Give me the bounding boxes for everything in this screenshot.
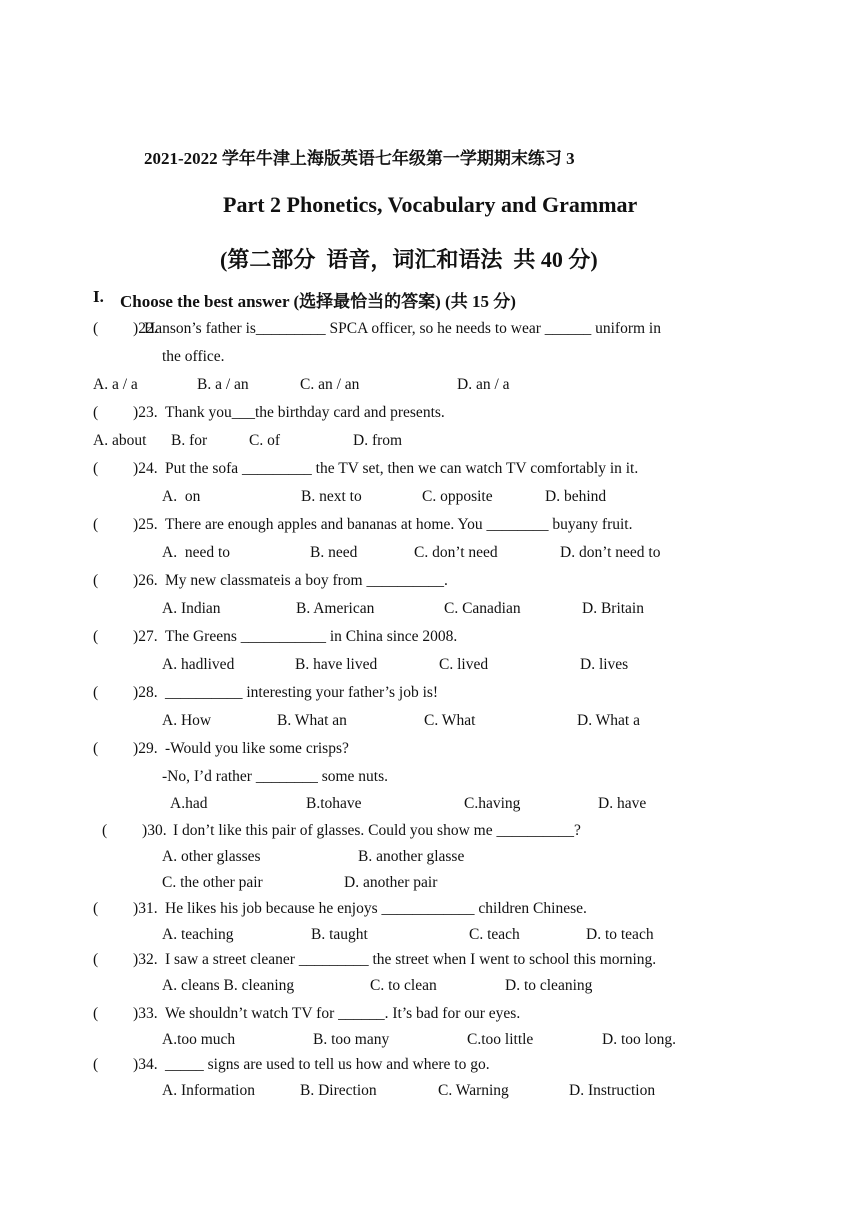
option-a: A. about [93, 432, 147, 449]
option-d: D. an / a [457, 376, 510, 393]
question-text-cont: the office. [162, 348, 225, 365]
option-b: B. have lived [295, 656, 378, 673]
option-d: D. to teach [586, 926, 654, 943]
option-d: D. Instruction [569, 1082, 656, 1099]
question-text: There are enough apples and bananas at home. You ________ buyany fruit. [165, 516, 633, 533]
option-b: B. for [171, 432, 208, 449]
question-text: I don’t like this pair of glasses. Could you show me __________? [173, 822, 581, 839]
option-a: A. need to [162, 544, 231, 561]
question-number: ( )31. [93, 900, 158, 917]
option-c: C. the other pair [162, 874, 263, 891]
question-text: I saw a street cleaner _________ the street when I went to school this morning. [165, 951, 657, 968]
option-a: A. a / a [93, 376, 138, 393]
option-c: C. don’t need [414, 544, 498, 561]
option-b: B. American [296, 600, 375, 617]
option-a-b: A. cleans B. cleaning [162, 977, 295, 994]
option-b: B. next to [301, 488, 362, 505]
option-b: B. need [310, 544, 358, 561]
part-subtitle-cn: (第二部分 语音，词汇和语法 共 40 分) [220, 247, 598, 272]
option-d: D. What a [577, 712, 640, 729]
question-text: Hanson’s father is_________ SPCA officer, so he needs to wear ______ uniform in [144, 320, 661, 337]
option-b: B. taught [311, 926, 368, 943]
question-number: ( )27. [93, 628, 158, 645]
question-number: ( )23. [93, 404, 158, 421]
option-c: C.too little [467, 1031, 534, 1048]
option-c: C. of [249, 432, 280, 449]
option-d: D. behind [545, 488, 607, 505]
option-a: A. teaching [162, 926, 234, 943]
section-number: I. [93, 287, 104, 306]
question-number: ( )24. [93, 460, 158, 477]
option-a: A. Indian [162, 600, 221, 617]
option-c: C. teach [469, 926, 520, 943]
option-a: A. other glasses [162, 848, 261, 865]
question-text: My new classmateis a boy from __________. [165, 572, 448, 589]
option-d: D. Britain [582, 600, 644, 617]
question-text: The Greens ___________ in China since 2008. [165, 628, 458, 645]
option-d: D. don’t need to [560, 544, 661, 561]
question-number: ( )32. [93, 951, 158, 968]
question-number: ( )34. [93, 1056, 158, 1073]
option-a: A.had [170, 795, 208, 812]
option-d: D. lives [580, 656, 629, 673]
option-c: C. to clean [370, 977, 437, 994]
section-heading: Choose the best answer (选择最恰当的答案) (共 15 分) [120, 292, 516, 311]
option-a: A. Information [162, 1082, 255, 1099]
option-b: B. too many [313, 1031, 390, 1048]
option-a: A. How [162, 712, 212, 729]
question-number: ( )29. [93, 740, 158, 757]
part-title: Part 2 Phonetics, Vocabulary and Grammar [223, 192, 638, 217]
question-number: ( )26. [93, 572, 158, 589]
option-d: D. from [353, 432, 403, 449]
question-text-cont: -No, I’d rather ________ some nuts. [162, 768, 388, 785]
option-d: D. too long. [602, 1031, 677, 1048]
question-text: Thank you___the birthday card and presents. [165, 404, 445, 421]
option-c: C. Warning [438, 1082, 509, 1099]
option-d: D. have [598, 795, 647, 812]
option-c: C.having [464, 795, 521, 812]
question-number: ( )28. [93, 684, 158, 701]
option-b: B. What an [277, 712, 347, 729]
question-text: _____ signs are used to tell us how and where to go. [165, 1056, 490, 1073]
option-a: A. on [162, 488, 201, 505]
option-c: C. opposite [422, 488, 493, 505]
option-c: C. What [424, 712, 476, 729]
option-c: C. an / an [300, 376, 360, 393]
question-number: ( )25. [93, 516, 158, 533]
document-title: 2021-2022 学年牛津上海版英语七年级第一学期期末练习 3 [144, 149, 575, 168]
option-d: D. another pair [344, 874, 438, 891]
question-number: ( )30. [102, 822, 167, 839]
question-text: __________ interesting your father’s job is! [165, 684, 439, 701]
option-b: B. Direction [300, 1082, 377, 1099]
option-d: D. to cleaning [505, 977, 593, 994]
question-number: ( )22. [93, 320, 158, 337]
question-text: -Would you like some crisps? [165, 740, 349, 757]
question-text: We shouldn’t watch TV for ______. It’s bad for our eyes. [165, 1005, 521, 1022]
question-number: ( )33. [93, 1005, 158, 1022]
option-a: A.too much [162, 1031, 236, 1048]
option-c: C. lived [439, 656, 489, 673]
option-b: B. another glasse [358, 848, 465, 865]
option-b: B.tohave [306, 795, 362, 812]
option-a: A. hadlived [162, 656, 235, 673]
question-text: Put the sofa _________ the TV set, then we can watch TV comfortably in it. [165, 460, 639, 477]
question-text: He likes his job because he enjoys ____________ children Chinese. [165, 900, 587, 917]
option-c: C. Canadian [444, 600, 521, 617]
option-b: B. a / an [197, 376, 249, 393]
